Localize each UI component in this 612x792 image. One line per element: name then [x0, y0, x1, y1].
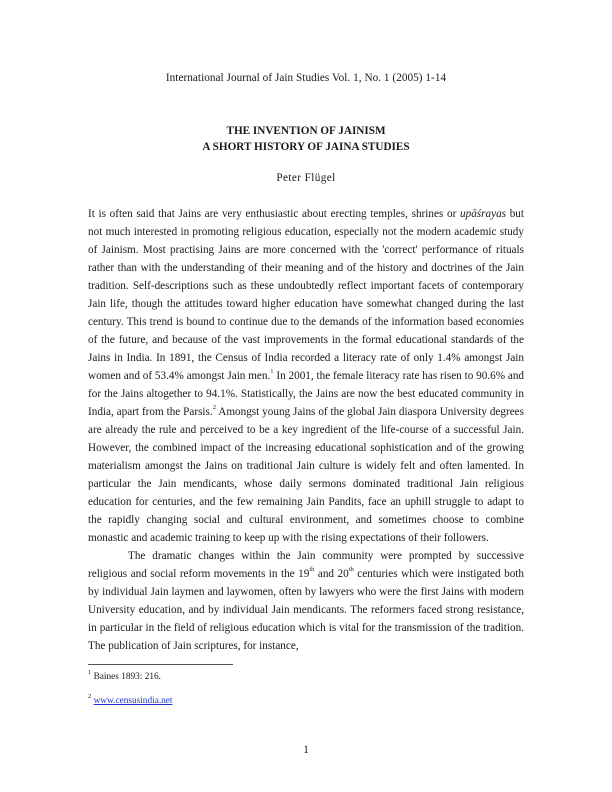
title-line-1: THE INVENTION OF JAINISM [226, 125, 386, 137]
author-name: Peter Flügel [276, 172, 336, 184]
p1-text-b: but not much interested in promoting religious education, especially not the modern academic study of Jainism. Most practising Jains are more concerned with the 'correct' performance of rituals rather than with the understanding of their meaning and of the history and doctrines of the Jain tradition. Self-descriptions such as these undoubtedly reflect important facets of contemporary Jain life, though the attitudes toward higher education have somewhat changed during the last century. This trend is bound to continue due to the demands of the information based economies of the future, and because of the vast improvements in the formal educational standards of the Jains in India. In 1891, the Census of India recorded a literacy rate of only 1.4% amongst Jain women and of 53.4% amongst Jain men. [88, 208, 525, 382]
census-link[interactable]: www.censusindia.net [93, 696, 173, 706]
p2-text-a: The dramatic changes within the Jain community were prompted by successive religious and social reform movements in the 19 [88, 550, 524, 580]
page-number: 1 [303, 744, 309, 756]
footnote-1-text: Baines 1893: 216. [93, 672, 161, 682]
footnote-ref-2[interactable]: 2 [212, 404, 216, 412]
p1-text-d: Amongst young Jains of the global Jain diaspora University degrees are already the rule and perceived to be a key ingredient of the life-course of a successful Jain. However, the combined impact of the increasing educational sophistication and of the growing materialism amongst the Jains on traditional Jain culture is widely felt and often lamented. In particular the Jain mendicants, whose daily sermons dominated traditional Jain religious education for centuries, and the few remaining Jain Pandits, face an uphill struggle to adapt to the rapidly changing social and cultural environment, and sometimes choose to combine monastic and academic training to keep up with the rising expectations of their followers. [88, 406, 524, 544]
body-text [88, 205, 524, 655]
paper-title [0, 124, 612, 155]
title-line-2: A SHORT HISTORY OF JAINA STUDIES [202, 140, 410, 153]
footnote-ref-1[interactable]: 1 [270, 368, 274, 376]
footnote-2 [88, 692, 173, 706]
paragraph-2 [88, 547, 524, 655]
footnote-separator [88, 664, 233, 665]
superscript-th: th [348, 566, 354, 574]
footnote-1 [88, 668, 161, 682]
p1-text-a: It is often said that Jains are very enthusiastic about erecting temples, shrines or [88, 208, 461, 220]
superscript-th: th [309, 566, 315, 574]
p2-text-b: and 20 [314, 568, 349, 580]
journal-header: International Journal of Jain Studies Vol. 1, No. 1 (2005) 1-14 [165, 72, 447, 84]
footnote-2-number: 2 [88, 692, 92, 700]
p2-text-c: centuries which were instigated both by individual Jain laymen and laywomen, often by lawyers who were the first Jains with modern University education, and by individual Jain mendicants. The reformers faced strong resistance, in particular in the field of religious education which is vital for the transmission of the tradition. The publication of Jain scriptures, for instance, [88, 568, 524, 652]
paragraph-1 [88, 205, 524, 547]
footnote-1-number: 1 [88, 668, 92, 676]
p1-text-c: In 2001, the female literacy rate has risen to 90.6% and for the Jains altogether to 94.1%. Statistically, the Jains are now the best educated community in India, apart from the Parsis. [88, 370, 525, 418]
p1-term-upasrayas: upāśrayas [460, 208, 507, 220]
